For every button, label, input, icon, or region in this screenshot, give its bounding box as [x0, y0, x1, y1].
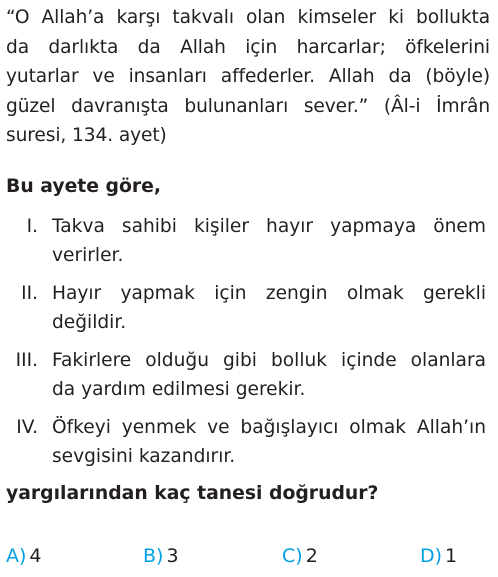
lead-text: Bu ayete göre, [6, 176, 162, 197]
option-letter: A) [6, 545, 27, 567]
quote-line: yutarlar ve insanları affederler. Allah da (böyle) [6, 66, 490, 87]
option-a[interactable] [6, 542, 42, 570]
option-value: 1 [445, 545, 458, 567]
statement-text [52, 279, 486, 337]
option-value: 4 [29, 545, 42, 567]
option-letter: D) [420, 545, 443, 567]
statement-text [52, 346, 486, 404]
statement-item [0, 212, 498, 270]
statement-text [52, 212, 486, 270]
quote-line: “O Allah’a karşı takvalı olan kimseler ki bollukta [6, 7, 490, 28]
statement-number: I. [26, 216, 38, 237]
option-d[interactable] [420, 542, 457, 570]
statement-line: verirler. [52, 245, 124, 266]
statement-line: Takva sahibi kişiler hayır yapmaya önem [52, 216, 486, 237]
statement-list [0, 212, 498, 480]
question-stem: yargılarından kaç tanesi doğrudur? [6, 483, 379, 504]
statement-line: değildir. [52, 312, 127, 333]
statement-number: II. [21, 283, 38, 304]
statement-line: sevgisini kazandırır. [52, 446, 236, 467]
option-value: 3 [166, 545, 179, 567]
option-c[interactable] [282, 542, 318, 570]
answer-options [6, 542, 492, 570]
option-value: 2 [305, 545, 318, 567]
statement-text [52, 413, 486, 471]
option-b[interactable] [143, 542, 179, 570]
quote-line: da darlıkta da Allah için harcarlar; öfkelerini [6, 36, 490, 58]
ayet-quote [6, 3, 490, 151]
statement-number: III. [15, 350, 38, 371]
statement-line: Fakirlere olduğu gibi bolluk içinde olanlara [52, 350, 486, 371]
statement-line: da yardım edilmesi gerekir. [52, 379, 306, 400]
option-letter: B) [143, 545, 164, 567]
statement-number: IV. [16, 417, 38, 438]
option-letter: C) [282, 545, 303, 567]
quote-line: güzel davranışta bulunanları sever.” (Âl-i İmrân [6, 95, 490, 117]
quote-line: suresi, 134. ayet) [6, 125, 167, 146]
statement-line: Öfkeyi yenmek ve bağışlayıcı olmak Allah’ın [52, 417, 486, 438]
statement-item [0, 279, 498, 337]
statement-item [0, 413, 498, 471]
statement-line: Hayır yapmak için zengin olmak gerekli [52, 283, 486, 304]
statement-item [0, 346, 498, 404]
